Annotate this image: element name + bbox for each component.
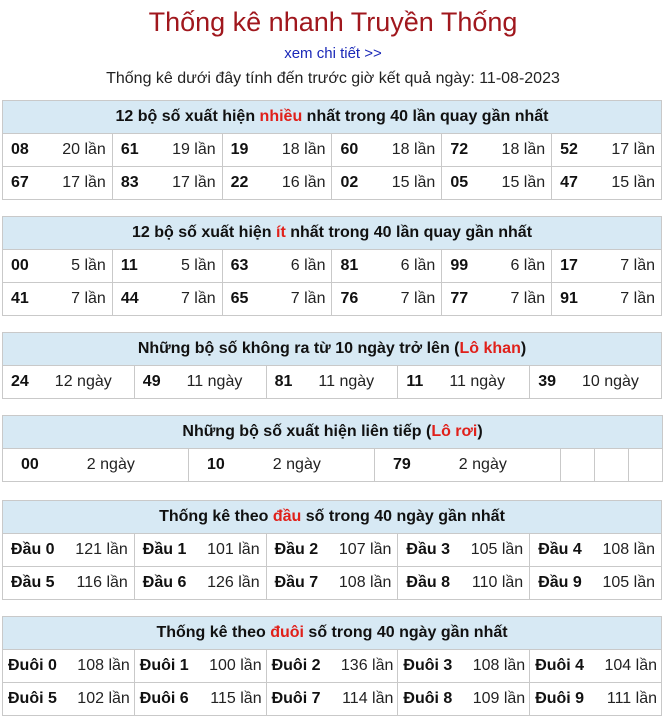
duoi-heading — [3, 617, 662, 650]
dau-heading — [3, 501, 662, 534]
heading-highlight: đuôi — [270, 624, 304, 641]
stat-cell — [134, 650, 266, 683]
number: 00 — [21, 456, 39, 473]
count: 105 lần — [470, 541, 524, 558]
number: 11 — [120, 257, 138, 274]
stat-cell — [112, 283, 222, 316]
stat-cell — [332, 134, 442, 167]
head-label: Đầu 9 — [538, 574, 582, 591]
number: 91 — [560, 290, 578, 307]
stat-cell — [266, 567, 398, 600]
number: 17 — [560, 257, 578, 274]
number: 44 — [120, 290, 139, 307]
page-header — [0, 0, 666, 90]
stat-cell — [266, 366, 398, 399]
stat-cell — [189, 449, 375, 482]
stat-cell — [530, 366, 662, 399]
lo-khan-table — [2, 332, 662, 399]
stat-cell — [134, 567, 266, 600]
stat-cell — [398, 650, 530, 683]
stat-cell — [3, 449, 189, 482]
table-row — [3, 683, 662, 716]
number: 72 — [450, 141, 469, 158]
count: 17 lần — [62, 174, 106, 191]
stat-cell — [266, 534, 398, 567]
number: 49 — [142, 373, 161, 390]
table-row — [3, 534, 662, 567]
number: 02 — [340, 174, 359, 191]
count: 136 lần — [340, 657, 394, 674]
count: 5 lần — [180, 257, 216, 274]
stat-cell — [375, 449, 561, 482]
tail-label: Đuôi 1 — [139, 657, 189, 674]
heading-text: Thống kê theo — [159, 508, 273, 525]
count: 116 lần — [76, 574, 128, 591]
days: 11 ngày — [318, 373, 375, 390]
count: 15 lần — [391, 174, 436, 191]
stat-cell — [222, 167, 332, 200]
heading-text: nhất trong 40 lần quay gần nhất — [285, 224, 533, 241]
lo-khan-heading — [3, 333, 662, 366]
count: 108 lần — [472, 657, 526, 674]
count: 101 lần — [207, 541, 260, 558]
count: 17 lần — [611, 141, 655, 158]
number: 08 — [11, 141, 29, 158]
head-label: Đầu 8 — [406, 574, 450, 591]
date-line: Thống kê dưới đây tính đến trước giờ kết quả ngày: 11-08-2023 — [106, 70, 560, 87]
stat-cell — [398, 567, 530, 600]
stat-cell — [3, 567, 135, 600]
heading-text: Thống kê theo — [156, 624, 271, 641]
table-row — [3, 366, 662, 399]
number: 83 — [120, 174, 139, 191]
head-label: Đầu 1 — [142, 541, 187, 558]
count: 110 lần — [471, 574, 524, 591]
count: 20 lần — [62, 141, 106, 158]
stat-cell — [3, 650, 135, 683]
tail-label: Đuôi 4 — [535, 657, 585, 674]
least-frequent-table — [2, 216, 662, 316]
days: 10 ngày — [581, 373, 639, 390]
tail-label: Đuôi 9 — [535, 690, 585, 707]
stat-cell — [332, 250, 442, 283]
stat-cell — [222, 250, 332, 283]
count: 7 lần — [400, 290, 436, 307]
number: 00 — [11, 257, 29, 274]
count: 7 lần — [620, 257, 655, 274]
count: 108 lần — [338, 574, 392, 591]
number: 65 — [230, 290, 249, 307]
stat-cell — [134, 534, 266, 567]
tail-label: Đuôi 3 — [403, 657, 453, 674]
stat-cell — [442, 250, 552, 283]
most-frequent-table — [2, 100, 662, 200]
heading-highlight: Lô rơi — [431, 423, 478, 440]
table-row — [3, 449, 663, 482]
number: 05 — [450, 174, 469, 191]
head-label: Đầu 0 — [11, 541, 55, 558]
count: 6 lần — [290, 257, 326, 274]
count: 16 lần — [281, 174, 326, 191]
tail-label: Đuôi 0 — [8, 657, 57, 674]
number: 39 — [538, 373, 556, 390]
heading-text: Những bộ số không ra từ 10 ngày trở lên ( — [137, 340, 460, 357]
heading-highlight: đầu — [272, 508, 302, 525]
lo-roi-heading — [3, 416, 663, 449]
page-title: Thống kê nhanh Truyền Thống — [148, 7, 518, 37]
number: 19 — [230, 141, 249, 158]
number: 52 — [560, 141, 578, 158]
stat-cell — [552, 250, 662, 283]
count: 18 lần — [281, 141, 326, 158]
count: 126 lần — [207, 574, 260, 591]
number: 76 — [340, 290, 359, 307]
least-frequent-heading — [3, 217, 662, 250]
days: 11 ngày — [449, 373, 506, 390]
stat-cell — [3, 683, 135, 716]
number: 61 — [120, 141, 139, 158]
stat-cell — [332, 283, 442, 316]
count: 18 lần — [501, 141, 546, 158]
stat-cell — [398, 366, 530, 399]
heading-highlight: Lô khan — [459, 340, 521, 357]
stat-cell — [266, 650, 398, 683]
days: 12 ngày — [54, 373, 112, 390]
stat-cell — [112, 167, 222, 200]
stat-cell — [530, 534, 662, 567]
count: 111 lần — [606, 690, 657, 707]
stat-cell — [398, 534, 530, 567]
table-row — [3, 167, 662, 200]
stat-cell — [530, 567, 662, 600]
dau-table — [2, 500, 662, 600]
number: 77 — [450, 290, 469, 307]
stat-cell — [442, 134, 552, 167]
heading-text: ) — [477, 423, 483, 440]
number: 63 — [230, 257, 249, 274]
number: 79 — [393, 456, 411, 473]
head-label: Đầu 6 — [142, 574, 187, 591]
duoi-table — [2, 616, 662, 716]
number: 67 — [11, 174, 29, 191]
count: 100 lần — [209, 657, 262, 674]
days: 2 ngày — [86, 456, 135, 473]
head-label: Đầu 5 — [11, 574, 55, 591]
table-row — [3, 567, 662, 600]
count: 108 lần — [77, 657, 130, 674]
stat-cell — [222, 283, 332, 316]
stat-cell — [134, 366, 266, 399]
empty-cell — [561, 449, 595, 482]
heading-text: số trong 40 ngày gần nhất — [303, 624, 508, 641]
stat-cell — [398, 683, 530, 716]
count: 6 lần — [510, 257, 546, 274]
stat-cell — [3, 534, 135, 567]
table-row — [3, 283, 662, 316]
stat-cell — [442, 167, 552, 200]
heading-text: Những bộ số xuất hiện liên tiếp ( — [182, 423, 432, 440]
number: 60 — [340, 141, 359, 158]
table-row — [3, 134, 662, 167]
head-label: Đầu 4 — [538, 541, 582, 558]
details-link[interactable]: xem chi tiết >> — [284, 45, 382, 62]
number: 99 — [450, 257, 469, 274]
count: 7 lần — [71, 290, 106, 307]
heading-text: 12 bộ số xuất hiện — [115, 108, 260, 125]
heading-text: ) — [520, 340, 527, 357]
head-label: Đầu 7 — [274, 574, 319, 591]
stat-cell — [552, 283, 662, 316]
count: 114 lần — [342, 690, 394, 707]
count: 5 lần — [71, 257, 106, 274]
count: 6 lần — [400, 257, 436, 274]
count: 108 lần — [602, 541, 655, 558]
stat-cell — [222, 134, 332, 167]
number: 47 — [560, 174, 578, 191]
count: 105 lần — [602, 574, 655, 591]
empty-cell — [595, 449, 629, 482]
stat-cell — [552, 134, 662, 167]
stat-cell — [530, 650, 662, 683]
days: 2 ngày — [272, 456, 321, 473]
number: 81 — [274, 373, 293, 390]
heading-highlight: ít — [276, 224, 286, 241]
count: 109 lần — [472, 690, 526, 707]
table-row — [3, 650, 662, 683]
stat-cell — [112, 250, 222, 283]
stat-cell — [266, 683, 398, 716]
number: 24 — [11, 373, 29, 390]
days: 2 ngày — [458, 456, 507, 473]
lo-roi-table — [2, 415, 663, 482]
stat-cell — [3, 250, 113, 283]
tail-label: Đuôi 2 — [271, 657, 321, 674]
count: 7 lần — [620, 290, 655, 307]
head-label: Đầu 2 — [274, 541, 319, 558]
days: 11 ngày — [186, 373, 243, 390]
stat-cell — [112, 134, 222, 167]
stat-cell — [3, 134, 113, 167]
stat-cell — [332, 167, 442, 200]
stat-cell — [134, 683, 266, 716]
stat-cell — [3, 366, 135, 399]
stat-cell — [3, 283, 113, 316]
table-row — [3, 250, 662, 283]
count: 15 lần — [611, 174, 655, 191]
count: 107 lần — [338, 541, 392, 558]
tail-label: Đuôi 5 — [8, 690, 57, 707]
tail-label: Đuôi 6 — [139, 690, 189, 707]
count: 17 lần — [172, 174, 216, 191]
count: 18 lần — [391, 141, 436, 158]
stat-cell — [442, 283, 552, 316]
number: 41 — [11, 290, 29, 307]
count: 7 lần — [290, 290, 326, 307]
count: 102 lần — [77, 690, 130, 707]
count: 121 lần — [75, 541, 128, 558]
number: 11 — [406, 373, 424, 390]
tail-label: Đuôi 7 — [271, 690, 321, 707]
heading-text: nhất trong 40 lần quay gần nhất — [302, 108, 549, 125]
empty-cell — [629, 449, 663, 482]
heading-highlight: nhiều — [259, 108, 303, 125]
count: 15 lần — [501, 174, 546, 191]
count: 104 lần — [604, 657, 657, 674]
number: 22 — [230, 174, 249, 191]
number: 81 — [340, 257, 359, 274]
head-label: Đầu 3 — [406, 541, 450, 558]
count: 115 lần — [210, 690, 262, 707]
tail-label: Đuôi 8 — [403, 690, 453, 707]
number: 10 — [207, 456, 225, 473]
count: 7 lần — [510, 290, 546, 307]
count: 7 lần — [180, 290, 216, 307]
stat-cell — [552, 167, 662, 200]
heading-text: số trong 40 ngày gần nhất — [301, 508, 505, 525]
stat-cell — [3, 167, 113, 200]
count: 19 lần — [172, 141, 216, 158]
heading-text: 12 bộ số xuất hiện — [131, 224, 276, 241]
most-frequent-heading — [3, 101, 662, 134]
stat-cell — [530, 683, 662, 716]
